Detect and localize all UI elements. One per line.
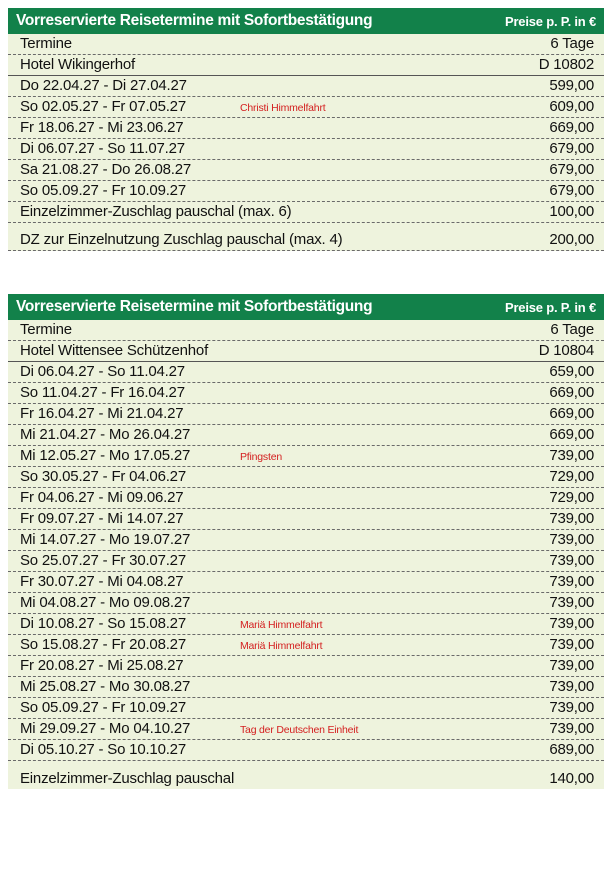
date-to: Mo 04.10.27 (108, 720, 191, 737)
holiday-note: Christi Himmelfahrt (240, 102, 326, 114)
table-row (8, 488, 604, 509)
date-from: Fr 30.07.27 (20, 573, 95, 590)
date-range: Do 22.04.27 - Di 27.04.27 (20, 77, 187, 94)
termine-row (8, 34, 604, 55)
date-to: Mi 04.08.27 (107, 573, 184, 590)
date-range: Fr 04.06.27 - Mi 09.06.27 (20, 489, 184, 506)
date-to: Mo 17.05.27 (108, 447, 191, 464)
date-from: Fr 16.04.27 (20, 405, 95, 422)
date-to: Mi 25.08.27 (107, 657, 184, 674)
table-title: Vorreservierte Reisetermine mit Sofortbestätigung (16, 298, 373, 315)
table-row (8, 551, 604, 572)
table-row (8, 677, 604, 698)
date-from: So 02.05.27 (20, 98, 99, 115)
price: 669,00 (549, 426, 594, 443)
hotel-row (8, 341, 604, 362)
date-range: Mi 04.08.27 - Mo 09.08.27 (20, 594, 191, 611)
table-row (8, 425, 604, 446)
table-row (8, 635, 604, 656)
date-to: So 11.04.27 (107, 363, 185, 380)
table-row (8, 530, 604, 551)
price: 739,00 (549, 447, 594, 464)
date-range: Di 10.08.27 - So 15.08.27 (20, 615, 186, 632)
surcharge-row (8, 761, 604, 789)
table-row (8, 139, 604, 160)
termine-label: Termine (20, 321, 72, 338)
date-to: Fr 16.04.27 (110, 384, 185, 401)
date-range: So 05.09.27 - Fr 10.09.27 (20, 182, 186, 199)
date-to: So 15.08.27 (107, 615, 186, 632)
date-from: Fr 09.07.27 (20, 510, 95, 527)
hotel-row (8, 55, 604, 76)
price: 739,00 (549, 531, 594, 548)
date-from: So 11.04.27 (20, 384, 98, 401)
date-range: Fr 18.06.27 - Mi 23.06.27 (20, 119, 184, 136)
date-to: Do 26.08.27 (111, 161, 191, 178)
price: 689,00 (549, 741, 594, 758)
price: 729,00 (549, 489, 594, 506)
date-range: So 05.09.27 - Fr 10.09.27 (20, 699, 186, 716)
surcharge-label: DZ zur Einzelnutzung Zuschlag pauschal (max. 4) (20, 231, 343, 248)
hotel-name: Hotel Wittensee Schützenhof (20, 342, 209, 359)
table-row (8, 614, 604, 635)
date-to: Di 27.04.27 (112, 77, 187, 94)
table-row (8, 572, 604, 593)
date-from: Mi 14.07.27 (20, 531, 97, 548)
termine-label: Termine (20, 35, 72, 52)
date-from: Mi 21.04.27 (20, 426, 97, 443)
date-range: Mi 14.07.27 - Mo 19.07.27 (20, 531, 191, 548)
date-range: Fr 09.07.27 - Mi 14.07.27 (20, 510, 184, 527)
date-from: Di 05.10.27 (20, 741, 95, 758)
date-range: Sa 21.08.27 - Do 26.08.27 (20, 161, 191, 178)
date-to: Mo 09.08.27 (108, 594, 191, 611)
table-row (8, 383, 604, 404)
price: 739,00 (549, 594, 594, 611)
price: 599,00 (549, 77, 594, 94)
table-title: Vorreservierte Reisetermine mit Sofortbestätigung (16, 12, 373, 29)
table-row (8, 446, 604, 467)
table-row (8, 76, 604, 97)
surcharge-row (8, 223, 604, 251)
price: 669,00 (549, 119, 594, 136)
price: 679,00 (549, 182, 594, 199)
date-range: Mi 25.08.27 - Mo 30.08.27 (20, 678, 191, 695)
date-range: So 15.08.27 - Fr 20.08.27 (20, 636, 186, 653)
price-table-wittensee (8, 294, 604, 789)
price: 739,00 (549, 573, 594, 590)
date-to: So 10.10.27 (107, 741, 186, 758)
table-row (8, 698, 604, 719)
date-range: So 11.04.27 - Fr 16.04.27 (20, 384, 185, 401)
table-row (8, 97, 604, 118)
date-to: Fr 10.09.27 (111, 182, 186, 199)
hotel-code: D 10802 (538, 56, 594, 73)
holiday-note: Mariä Himmelfahrt (240, 640, 323, 652)
date-range: Mi 21.04.27 - Mo 26.04.27 (20, 426, 191, 443)
date-from: Mi 29.09.27 (20, 720, 97, 737)
date-to: Mi 23.06.27 (107, 119, 184, 136)
price: 659,00 (549, 363, 594, 380)
date-from: So 25.07.27 (20, 552, 99, 569)
hotel-name: Hotel Wikingerhof (20, 56, 135, 73)
date-from: Di 06.04.27 (20, 363, 95, 380)
date-to: Mi 21.04.27 (107, 405, 184, 422)
price-header: Preise p. P. in € (504, 299, 596, 315)
surcharge-label: Einzelzimmer-Zuschlag pauschal (20, 770, 235, 787)
table-row (8, 719, 604, 740)
price: 739,00 (549, 510, 594, 527)
date-from: Fr 04.06.27 (20, 489, 95, 506)
date-from: So 05.09.27 (20, 699, 99, 716)
table-row (8, 362, 604, 383)
table-row (8, 404, 604, 425)
surcharge-price: 100,00 (549, 203, 594, 220)
date-range: Fr 16.04.27 - Mi 21.04.27 (20, 405, 184, 422)
price: 739,00 (549, 657, 594, 674)
date-range: So 02.05.27 - Fr 07.05.27 (20, 98, 186, 115)
surcharge-price: 200,00 (549, 231, 594, 248)
table-row (8, 509, 604, 530)
holiday-note: Pfingsten (240, 451, 282, 463)
duration: 6 Tage (550, 321, 594, 338)
table-header (8, 294, 604, 320)
table-row (8, 467, 604, 488)
date-to: Fr 10.09.27 (111, 699, 186, 716)
date-from: Fr 20.08.27 (20, 657, 95, 674)
surcharge-label: Einzelzimmer-Zuschlag pauschal (max. 6) (20, 203, 292, 220)
date-to: Fr 07.05.27 (111, 98, 186, 115)
price: 679,00 (549, 140, 594, 157)
date-from: Mi 04.08.27 (20, 594, 97, 611)
table-row (8, 160, 604, 181)
date-range: So 30.05.27 - Fr 04.06.27 (20, 468, 186, 485)
date-range: Di 06.04.27 - So 11.04.27 (20, 363, 185, 380)
date-to: Mo 19.07.27 (108, 531, 191, 548)
price: 609,00 (549, 98, 594, 115)
price: 669,00 (549, 405, 594, 422)
date-to: Mo 30.08.27 (108, 678, 191, 695)
date-from: Mi 12.05.27 (20, 447, 97, 464)
date-to: Fr 04.06.27 (111, 468, 186, 485)
holiday-note: Tag der Deutschen Einheit (240, 724, 359, 736)
date-to: Fr 30.07.27 (111, 552, 186, 569)
date-from: Fr 18.06.27 (20, 119, 95, 136)
table-row (8, 740, 604, 761)
price: 739,00 (549, 699, 594, 716)
date-from: Mi 25.08.27 (20, 678, 97, 695)
date-from: So 30.05.27 (20, 468, 99, 485)
table-row (8, 181, 604, 202)
duration: 6 Tage (550, 35, 594, 52)
table-row (8, 593, 604, 614)
date-to: Mi 14.07.27 (107, 510, 184, 527)
holiday-note: Mariä Himmelfahrt (240, 619, 323, 631)
date-range: So 25.07.27 - Fr 30.07.27 (20, 552, 186, 569)
date-from: So 05.09.27 (20, 182, 99, 199)
date-from: Di 10.08.27 (20, 615, 95, 632)
date-range: Mi 12.05.27 - Mo 17.05.27 (20, 447, 191, 464)
surcharge-row (8, 202, 604, 223)
date-range: Mi 29.09.27 - Mo 04.10.27 (20, 720, 191, 737)
termine-row (8, 320, 604, 341)
price: 729,00 (549, 468, 594, 485)
table-header (8, 8, 604, 34)
date-range: Fr 30.07.27 - Mi 04.08.27 (20, 573, 184, 590)
date-from: Do 22.04.27 (20, 77, 100, 94)
date-range: Di 05.10.27 - So 10.10.27 (20, 741, 186, 758)
price: 679,00 (549, 161, 594, 178)
date-range: Fr 20.08.27 - Mi 25.08.27 (20, 657, 184, 674)
price: 739,00 (549, 636, 594, 653)
date-to: Mo 26.04.27 (108, 426, 191, 443)
surcharge-price: 140,00 (549, 770, 594, 787)
price: 739,00 (549, 552, 594, 569)
price-header: Preise p. P. in € (504, 13, 596, 29)
price: 739,00 (549, 720, 594, 737)
price-table-wikingerhof (8, 8, 604, 251)
price: 669,00 (549, 384, 594, 401)
table-row (8, 656, 604, 677)
date-from: Sa 21.08.27 (20, 161, 99, 178)
hotel-code: D 10804 (538, 342, 594, 359)
price: 739,00 (549, 678, 594, 695)
table-row (8, 118, 604, 139)
date-to: So 11.07.27 (107, 140, 185, 157)
date-range: Di 06.07.27 - So 11.07.27 (20, 140, 185, 157)
date-to: Mi 09.06.27 (107, 489, 184, 506)
date-from: So 15.08.27 (20, 636, 99, 653)
date-to: Fr 20.08.27 (111, 636, 186, 653)
price: 739,00 (549, 615, 594, 632)
date-from: Di 06.07.27 (20, 140, 95, 157)
